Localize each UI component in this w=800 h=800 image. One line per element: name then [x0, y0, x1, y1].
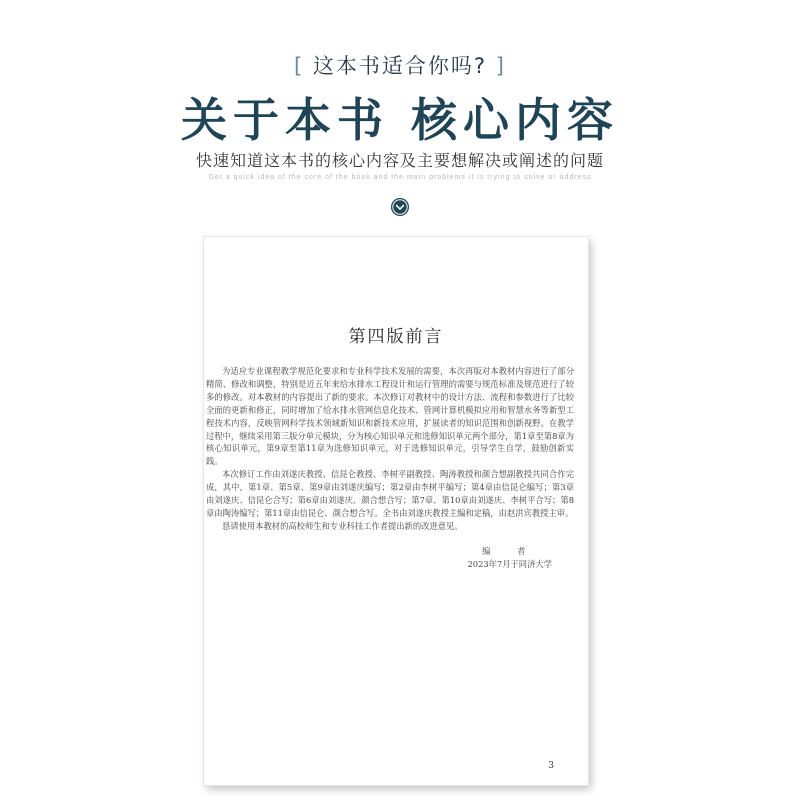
tag-bracket-open: [	[294, 54, 305, 78]
section-tag	[0, 50, 800, 80]
page-number: 3	[548, 761, 554, 771]
paragraph: 恳请使用本教材的高校师生和专业科技工作者提出新的改进意见。	[222, 520, 463, 531]
preface-body	[206, 365, 574, 533]
paragraph: 为适应专业课程教学规范化要求和专业科学技术发展的需要，本次再版对本教材内容进行了部分精简、修改和调整，特别是近五年来给水排水工程设计和运行管理的需要与规范标准及规范进行了较多的修改。对本教材的内容提出了新的要求。本次修订对教材中的设计方法、流程和参数进行了比较全面的更新和修正，同时增加了给水排水管网信息化技术、管网计算机模拟应用和智慧水务等新型工程技术内容，反映管网科学技术领域新知识和新技术应用，扩展读者的知识范围和创新视野。在教学过程中，继续采用第三版分单元模块，分为核心知识单元和选修知识单元两个部分，第1章至第8章为核心知识单元，第9章至第11章为选修知识单元，对于选修知识单元，引导学生自学，鼓励创新实践。	[206, 366, 574, 467]
chevron-down-circle-icon	[391, 198, 409, 216]
subtitle-english: Get a quick idea of the core of the book and the main problems it is trying to solve or address	[208, 174, 592, 181]
book-page	[204, 237, 588, 785]
signature-block	[468, 545, 552, 571]
tag-bracket-close: ]	[495, 54, 506, 78]
main-title: 关于本书 核心内容	[180, 93, 619, 147]
page-title: 第四版前言	[348, 327, 444, 347]
signature: 编 者	[482, 546, 538, 556]
subtitle: 快速知道这本书的核心内容及主要想解决或阐述的问题	[195, 151, 604, 170]
paragraph: 本次修订工作由刘遂庆教授、信昆仑教授、李树平副教授、陶涛教授和颜合想副教授共同合作完成，其中，第1章、第5章、第9章由刘遂庆编写；第2章由李树平编写；第4章由信昆仑编写；第3章由刘遂庆、信昆仑合写；第6章由刘遂庆、颜合想合写；第7章、第10章由刘遂庆、李树平合写；第8章由陶涛编写；第11章由信昆仑、颜合想合写。全书由刘遂庆教授主编和定稿，由赵洪宾教授主审。	[206, 469, 574, 518]
tag-text: 这本书适合你吗?	[304, 54, 496, 78]
date-place: 2023年7月于同济大学	[467, 559, 552, 569]
